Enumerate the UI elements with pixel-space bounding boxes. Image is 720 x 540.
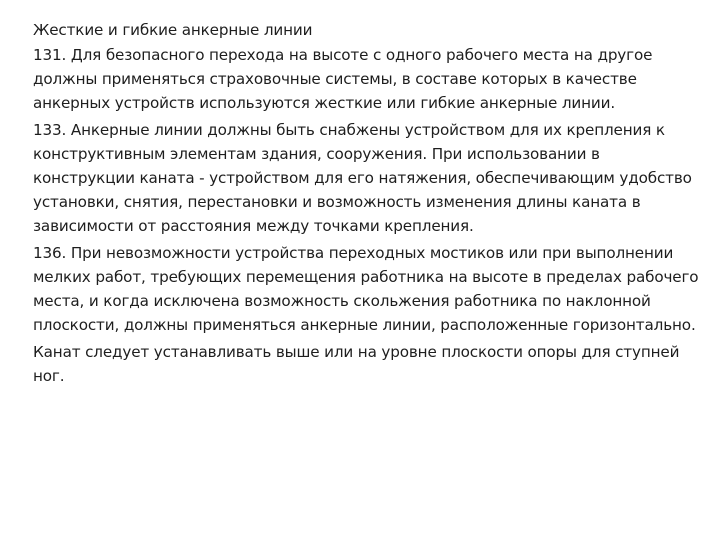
document-body	[33, 18, 705, 391]
document-heading: Жесткие и гибкие анкерные линии	[33, 21, 313, 39]
paragraph-131: 131. Для безопасного перехода на высоте с одного рабочего места на другое должны применяться страховочные системы, в составе которых в качестве анкерных устройств используются жесткие или гибкие анкерные линии.	[33, 46, 653, 112]
paragraph-133: 133. Анкерные линии должны быть снабжены устройством для их крепления к конструктивным элементам здания, сооружения. При использовании в конструкции каната - устройством для его натяжения, обеспечивающим удобство установки, снятия, перестановки и возможность изменения длины каната в зависимости от расстояния между точками крепления.	[33, 121, 692, 235]
paragraph-136: 136. При невозможности устройства переходных мостиков или при выполнении мелких работ, требующих перемещения работника на высоте в пределах рабочего места, и когда исключена возможность скольжения работника по наклонной плоскости, должны применяться анкерные линии, расположенные горизонтально.	[33, 244, 699, 334]
paragraph-rope: Канат следует устанавливать выше или на уровне плоскости опоры для ступней ног.	[33, 343, 680, 385]
